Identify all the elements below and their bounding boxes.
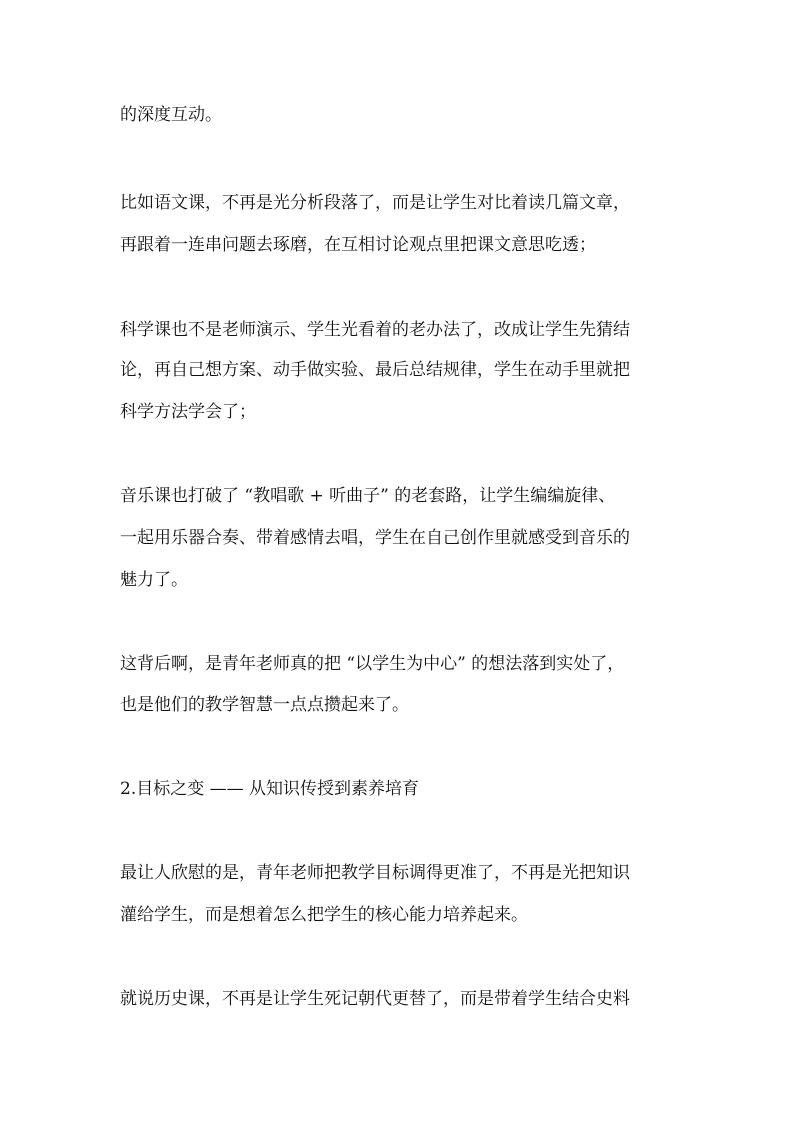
paragraph-line: 的深度互动。 [120,105,222,125]
section-heading: 2.目标之变 —— 从知识传授到素养培育 [120,779,420,799]
paragraph-line: 就说历史课，不再是让学生死记朝代更替了，而是带着学生结合史料 [120,989,630,1009]
paragraph-line: 比如语文课，不再是光分析段落了，而是让学生对比着读几篇文章， [120,193,630,213]
paragraph-line: 论，再自己想方案、动手做实验、最后总结规律，学生在动手里就把 [120,360,630,380]
paragraph-line: 魅力了。 [120,570,188,590]
paragraph-line: 灌给学生，而是想着怎么把学生的核心能力培养起来。 [120,905,528,925]
paragraph-line: 科学方法学会了； [120,402,256,422]
paragraph-line: 再跟着一连串问题去琢磨，在互相讨论观点里把课文意思吃透； [120,235,596,255]
paragraph-line: 最让人欣慰的是，青年老师把教学目标调得更准了，不再是光把知识 [120,863,630,883]
paragraph-line: 音乐课也打破了 “教唱歌 + 听曲子” 的老套路，让学生编编旋律、 [120,486,616,506]
paragraph-line: 科学课也不是老师演示、学生光看着的老办法了，改成让学生先猜结 [120,320,630,340]
paragraph-line: 这背后啊，是青年老师真的把 “以学生为中心” 的想法落到实处了， [120,654,625,674]
paragraph-line: 一起用乐器合奏、带着感情去唱，学生在自己创作里就感受到音乐的 [120,528,630,548]
paragraph-line: 也是他们的教学智慧一点点攒起来了。 [120,695,409,715]
